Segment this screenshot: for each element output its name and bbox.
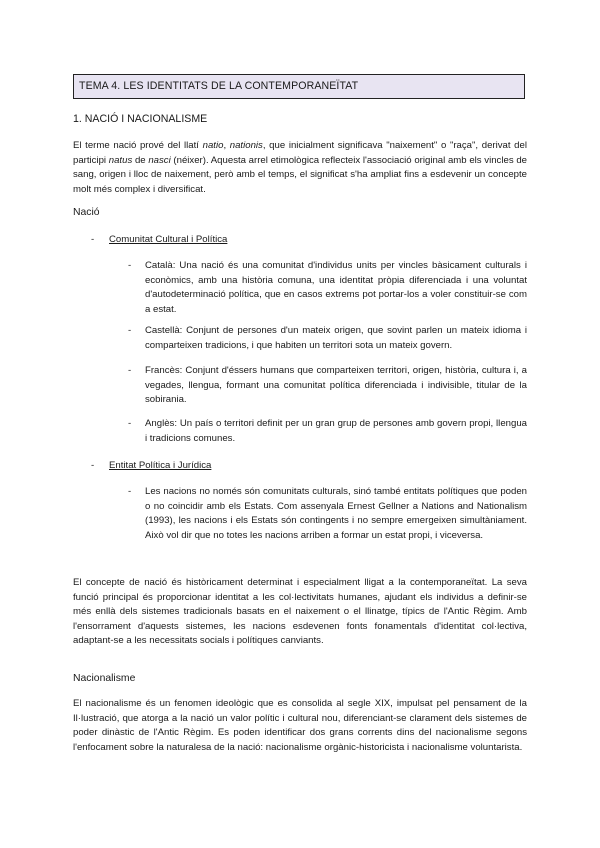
group-label-politica: Entitat Política i Jurídica — [109, 460, 212, 471]
list-item-castella: Castellà: Conjunt de persones d'un mateix origen, que sovint parlen un mateix idioma i comparteixen tradicions, i que habiten un territori sota un mateix govern. — [145, 325, 527, 351]
term-natus: natus — [108, 154, 133, 166]
bullet-dash: - — [128, 365, 132, 376]
bullet-dash: - — [128, 418, 132, 429]
intro-text-1: El terme nació prové del llatí — [73, 140, 203, 151]
chapter-title: TEMA 4. LES IDENTITATS DE LA CONTEMPORANEÏTAT — [73, 74, 525, 99]
section-heading: 1. NACIÓ I NACIONALISME — [73, 113, 208, 125]
list-dash: - — [91, 234, 95, 245]
bullet-dash: - — [128, 260, 132, 271]
term-nationis: nationis — [229, 140, 263, 151]
intro-text-3: , que inicialment significava "naixement" o "raça", derivat del participi — [73, 140, 527, 166]
term-nasci: nasci — [148, 154, 171, 166]
group-label-cultural: Comunitat Cultural i Política — [109, 234, 228, 245]
nacionalisme-heading: Nacionalisme — [73, 673, 136, 684]
bullet-dash: - — [128, 486, 132, 497]
list-dash: - — [91, 460, 95, 471]
list-item-catala: Català: Una nació és una comunitat d'individus units per vincles bàsicament culturals i econòmics, amb una història comuna, una identitat pròpia diferenciada i una voluntat d'autodeterminació política, que en casos extrems pot portar-los a voler constituir-se com a estat. — [145, 260, 527, 315]
bullet-dash: - — [128, 325, 132, 336]
intro-text-4: de — [132, 154, 149, 166]
intro-text-2: , — [223, 140, 230, 151]
nacio-heading: Nació — [73, 207, 100, 218]
list-item-angles: Anglès: Un país o territori definit per un gran grup de persones amb govern propi, llengua i tradicions comunes. — [145, 418, 527, 444]
list-item-frances: Francès: Conjunt d'éssers humans que comparteixen territori, origen, història, cultura i, a vegades, llengua, formant una comunitat política diferenciada i indivisible, titular de la sobirania. — [145, 365, 527, 406]
intro-paragraph — [73, 139, 527, 197]
list-item-gellner: Les nacions no només són comunitats culturals, sinó també entitats polítiques que poden o no coincidir amb els Estats. Com assenyala Ernest Gellner a Nations and Nationalism (1993), les nacions i els Estats són contingents i no sempre emergeixen simultàniament. Això vol dir que no totes les nacions arriben a formar un estat propi, i viceversa. — [145, 486, 527, 541]
nacionalisme-paragraph: El nacionalisme és un fenomen ideològic que es consolida al segle XIX, impulsat pel pensament de la Il·lustració, que atorga a la nació un valor polític i cultural nou, diferenciant-se clarament dels sistemes de poder dinàstic de l'Antic Règim. Es poden identificar dos grans corrents dins del nacionalisme segons l'enfocament sobre la naturalesa de la nació: nacionalisme orgànic-historicista i nacionalisme voluntarista. — [73, 698, 527, 753]
concept-paragraph: El concepte de nació és històricament determinat i especialment lligat a la contemporaneïtat. La seva funció principal és proporcionar identitat a les col·lectivitats humanes, ajudant els individus a definir-se més enllà dels sistemes tradicionals basats en el naixement o el llinatge, típics de l'Antic Règim. Amb l'ensorrament d'aquests sistemes, les nacions esdevenen fonts fonamentals d'identitat col·lectiva, adaptant-se a les necessitats socials i polítiques canviants. — [73, 577, 527, 647]
term-natio: natio — [202, 140, 224, 151]
intro-text-5: (néixer). Aquesta arrel etimològica reflecteix l'associació original amb els vincles de sang, origen i lloc de naixement, però amb el temps, el significat s'ha ampliat fins a esdevenir un concepte molt més complex i diversificat. — [73, 154, 527, 195]
